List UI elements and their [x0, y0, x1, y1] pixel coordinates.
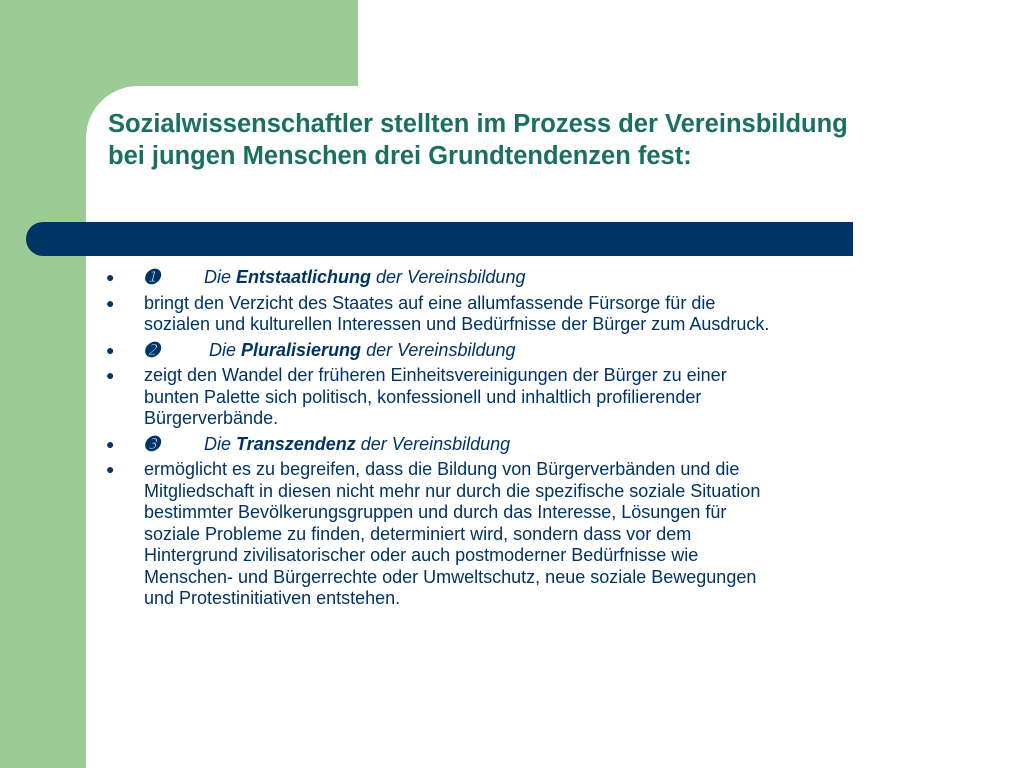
item-suffix: der Vereinsbildung	[355, 433, 511, 454]
bullet-icon: ●	[106, 269, 115, 285]
text-line: zeigt den Wandel der früheren Einheitsvereinigungen der Bürger zu einer	[144, 365, 727, 385]
list-item	[106, 293, 956, 336]
text-line: Bürgerverbände.	[144, 408, 279, 428]
list-item	[106, 365, 956, 430]
bullet-icon: ●	[106, 461, 115, 477]
text-line: Mitgliedschaft in diesen nicht mehr nur durch die spezifische soziale Situation	[144, 480, 761, 501]
list-item	[106, 340, 956, 362]
text-line: bunten Palette sich politisch, konfessionell und inhaltlich profilierender	[144, 386, 702, 407]
text-line: bestimmter Bevölkerungsgruppen und durch das Interesse, Lösungen für	[144, 502, 727, 522]
list-item	[106, 459, 956, 610]
title-line-2: bei jungen Menschen drei Grundtendenzen fest:	[108, 142, 692, 170]
item-term: Pluralisierung	[241, 339, 362, 360]
text-line: Hintergrund zivilisatorischer oder auch postmoderner Bedürfnisse wie	[144, 545, 699, 565]
divider-bar	[26, 222, 853, 256]
item-prefix: Die	[204, 339, 242, 360]
bullet-icon: ●	[106, 294, 115, 311]
number-marker: ➊	[144, 267, 160, 287]
text-line: ermöglicht es zu begreifen, dass die Bildung von Bürgerverbänden und die	[144, 459, 740, 479]
bullet-list	[106, 267, 956, 614]
title-line-1: Sozialwissenschaftler stellten im Prozess der Vereinsbildung	[108, 110, 848, 138]
item-term: Transzendenz	[236, 433, 356, 454]
list-item	[106, 434, 956, 456]
bullet-icon: ●	[106, 341, 115, 358]
bullet-icon: ●	[106, 435, 115, 452]
item-prefix: Die	[204, 433, 237, 454]
item-prefix: Die	[204, 267, 237, 287]
item-suffix: der Vereinsbildung	[371, 267, 526, 287]
list-item	[106, 267, 956, 289]
text-line: bringt den Verzicht des Staates auf eine allumfassende Fürsorge für die	[144, 292, 716, 313]
text-line: sozialen und kulturellen Interessen und Bedürfnisse der Bürger zum Ausdruck.	[144, 314, 770, 334]
slide-title	[108, 108, 988, 172]
number-marker: ➋	[144, 339, 160, 360]
green-left-strip	[0, 86, 86, 768]
item-suffix: der Vereinsbildung	[361, 339, 516, 360]
bullet-icon: ●	[106, 367, 115, 383]
number-marker: ➌	[144, 433, 160, 454]
text-line: soziale Probleme zu finden, determiniert wird, sondern dass vor dem	[144, 523, 692, 544]
text-line: und Protestinitiativen entstehen.	[144, 588, 401, 608]
item-term: Entstaatlichung	[236, 267, 372, 287]
text-line: Menschen- und Bürgerrechte oder Umweltschutz, neue soziale Bewegungen	[144, 566, 757, 587]
